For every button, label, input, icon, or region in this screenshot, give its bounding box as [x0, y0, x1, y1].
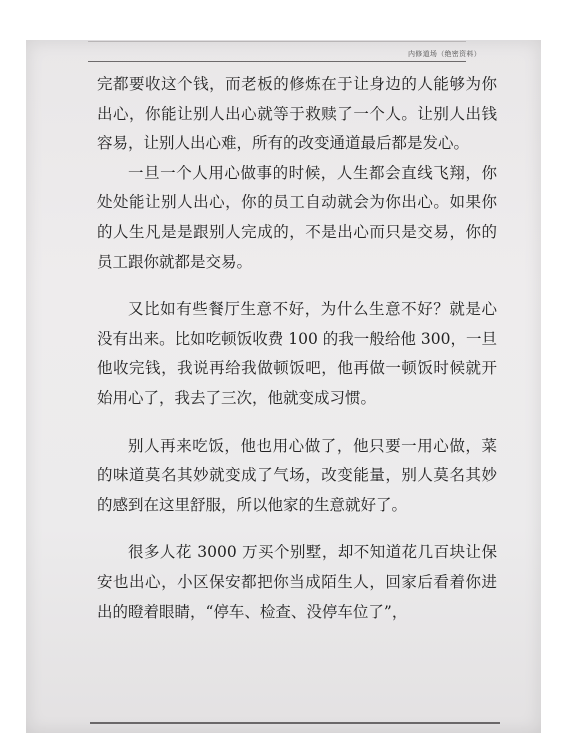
- page-top-edge: [88, 41, 466, 42]
- paragraph: 又比如有些餐厅生意不好，为什么生意不好？就是心没有出来。比如吃顿饭收费 100 的我一般给他 300，一旦他收完钱，我说再给我做顿饭吧，他再做一顿饭时候就开始用心了，我去了三次，他就变成习惯。: [97, 300, 497, 407]
- paragraph: 完都要收这个钱，而老板的修炼在于让身边的人能够为你出心，你能让别人出心就等于救赎了一个人。让别人出钱容易，让别人出心难，所有的改变通道最后都是发心。: [97, 75, 497, 153]
- body-text: [97, 70, 497, 627]
- paragraph: 很多人花 3000 万买个别墅，却不知道花几百块让保安也出心，小区保安都把你当成陌生人，回家后看着你进出的瞪着眼睛，“停车、检查、没停车位了”，: [97, 543, 497, 621]
- footer-rule: [90, 722, 500, 724]
- running-header: 内修道场（绝密资料）: [408, 50, 481, 58]
- paragraph: 别人再来吃饭，他也用心做了，他只要一用心做，菜的味道莫名其妙就变成了气场，改变能量，别人莫名其妙的感到在这里舒服，所以他家的生意就好了。: [97, 436, 497, 514]
- header-rule: [88, 61, 466, 62]
- paragraph: 一旦一个人用心做事的时候，人生都会直线飞翔，你处处能让别人出心，你的员工自动就会为你出心。如果你的人生凡是是跟别人完成的，不是出心而只是交易，你的员工跟你就都是交易。: [97, 163, 497, 271]
